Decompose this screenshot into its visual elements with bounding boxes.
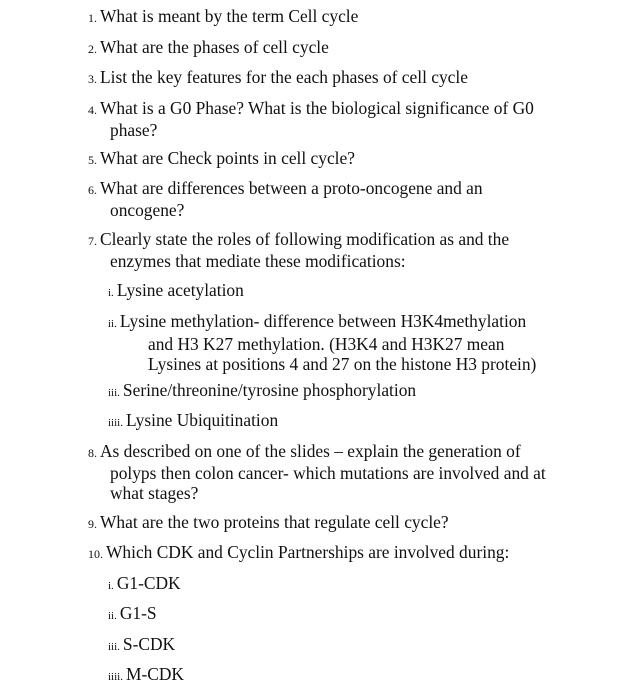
subitem-text: Lysine methylation- difference between H3K4methylation — [119, 311, 527, 331]
question-5 — [88, 148, 578, 170]
question-number: 7. — [88, 234, 97, 248]
question-text: What is meant by the term Cell cycle — [100, 6, 359, 26]
question-text-continuation: phase? — [110, 120, 158, 140]
question-text: List the key features for the each phases of cell cycle — [100, 67, 468, 87]
question-2 — [88, 37, 578, 59]
question-text-continuation: enzymes that mediate these modifications: — [110, 251, 406, 271]
subitem-number: iiii. — [108, 671, 123, 683]
question-text: What is a G0 Phase? What is the biological significance of G0 — [100, 98, 534, 118]
question-1 — [88, 6, 578, 28]
subitem-number: ii. — [108, 318, 117, 330]
question-9 — [88, 512, 578, 534]
q7-subitem-4 — [108, 410, 578, 433]
question-text: What are the two proteins that regulate cell cycle? — [100, 512, 449, 532]
subitem-text: M-CDK — [125, 664, 184, 684]
question-text-continuation: what stages? — [110, 483, 199, 503]
q10-subitem-2 — [108, 603, 578, 626]
subitem-text-continuation: Lysines at positions 4 and 27 on the histone H3 protein) — [148, 354, 537, 374]
question-number: 2. — [88, 42, 97, 56]
question-4 — [88, 98, 578, 140]
question-text: Which CDK and Cyclin Partnerships are involved during: — [106, 542, 510, 562]
question-number: 3. — [88, 72, 97, 86]
question-10 — [88, 542, 578, 564]
subitem-text: S-CDK — [122, 634, 176, 654]
question-text: What are differences between a proto-oncogene and an — [100, 178, 483, 198]
question-text: As described on one of the slides – explain the generation of — [100, 441, 521, 461]
subitem-number: iii. — [108, 641, 120, 653]
question-7 — [88, 229, 578, 271]
subitem-number: iii. — [108, 387, 120, 399]
question-8 — [88, 441, 578, 503]
question-number: 10. — [88, 547, 103, 561]
q10-subitem-3 — [108, 634, 578, 657]
subitem-number: i. — [108, 580, 114, 592]
subitem-text: G1-CDK — [116, 573, 181, 593]
question-number: 5. — [88, 153, 97, 167]
question-number: 8. — [88, 446, 97, 460]
question-text-continuation: oncogene? — [110, 200, 185, 220]
q7-subitem-3 — [108, 380, 578, 403]
subitem-text-continuation: and H3 K27 methylation. (H3K4 and H3K27 mean — [148, 334, 505, 354]
subitem-number: iiii. — [108, 417, 123, 429]
question-number: 1. — [88, 11, 97, 25]
subitem-text: Lysine Ubiquitination — [125, 410, 279, 430]
q7-subitem-2 — [108, 311, 578, 374]
subitem-number: i. — [108, 287, 114, 299]
subitem-text: G1-S — [119, 603, 157, 623]
subitem-text: Serine/threonine/tyrosine phosphorylation — [122, 380, 417, 400]
question-6 — [88, 178, 578, 220]
question-number: 4. — [88, 103, 97, 117]
question-text: What are the phases of cell cycle — [100, 37, 329, 57]
question-text-continuation: polyps then colon cancer- which mutations are involved and at — [110, 463, 546, 483]
q10-subitem-4 — [108, 664, 578, 687]
question-number: 6. — [88, 183, 97, 197]
question-text: Clearly state the roles of following modification as and the — [100, 229, 510, 249]
question-text: What are Check points in cell cycle? — [100, 148, 355, 168]
q10-subitem-1 — [108, 573, 578, 596]
subitem-number: ii. — [108, 610, 117, 622]
q7-subitem-1 — [108, 280, 578, 303]
subitem-text: Lysine acetylation — [116, 280, 244, 300]
question-3 — [88, 67, 578, 89]
question-number: 9. — [88, 517, 97, 531]
